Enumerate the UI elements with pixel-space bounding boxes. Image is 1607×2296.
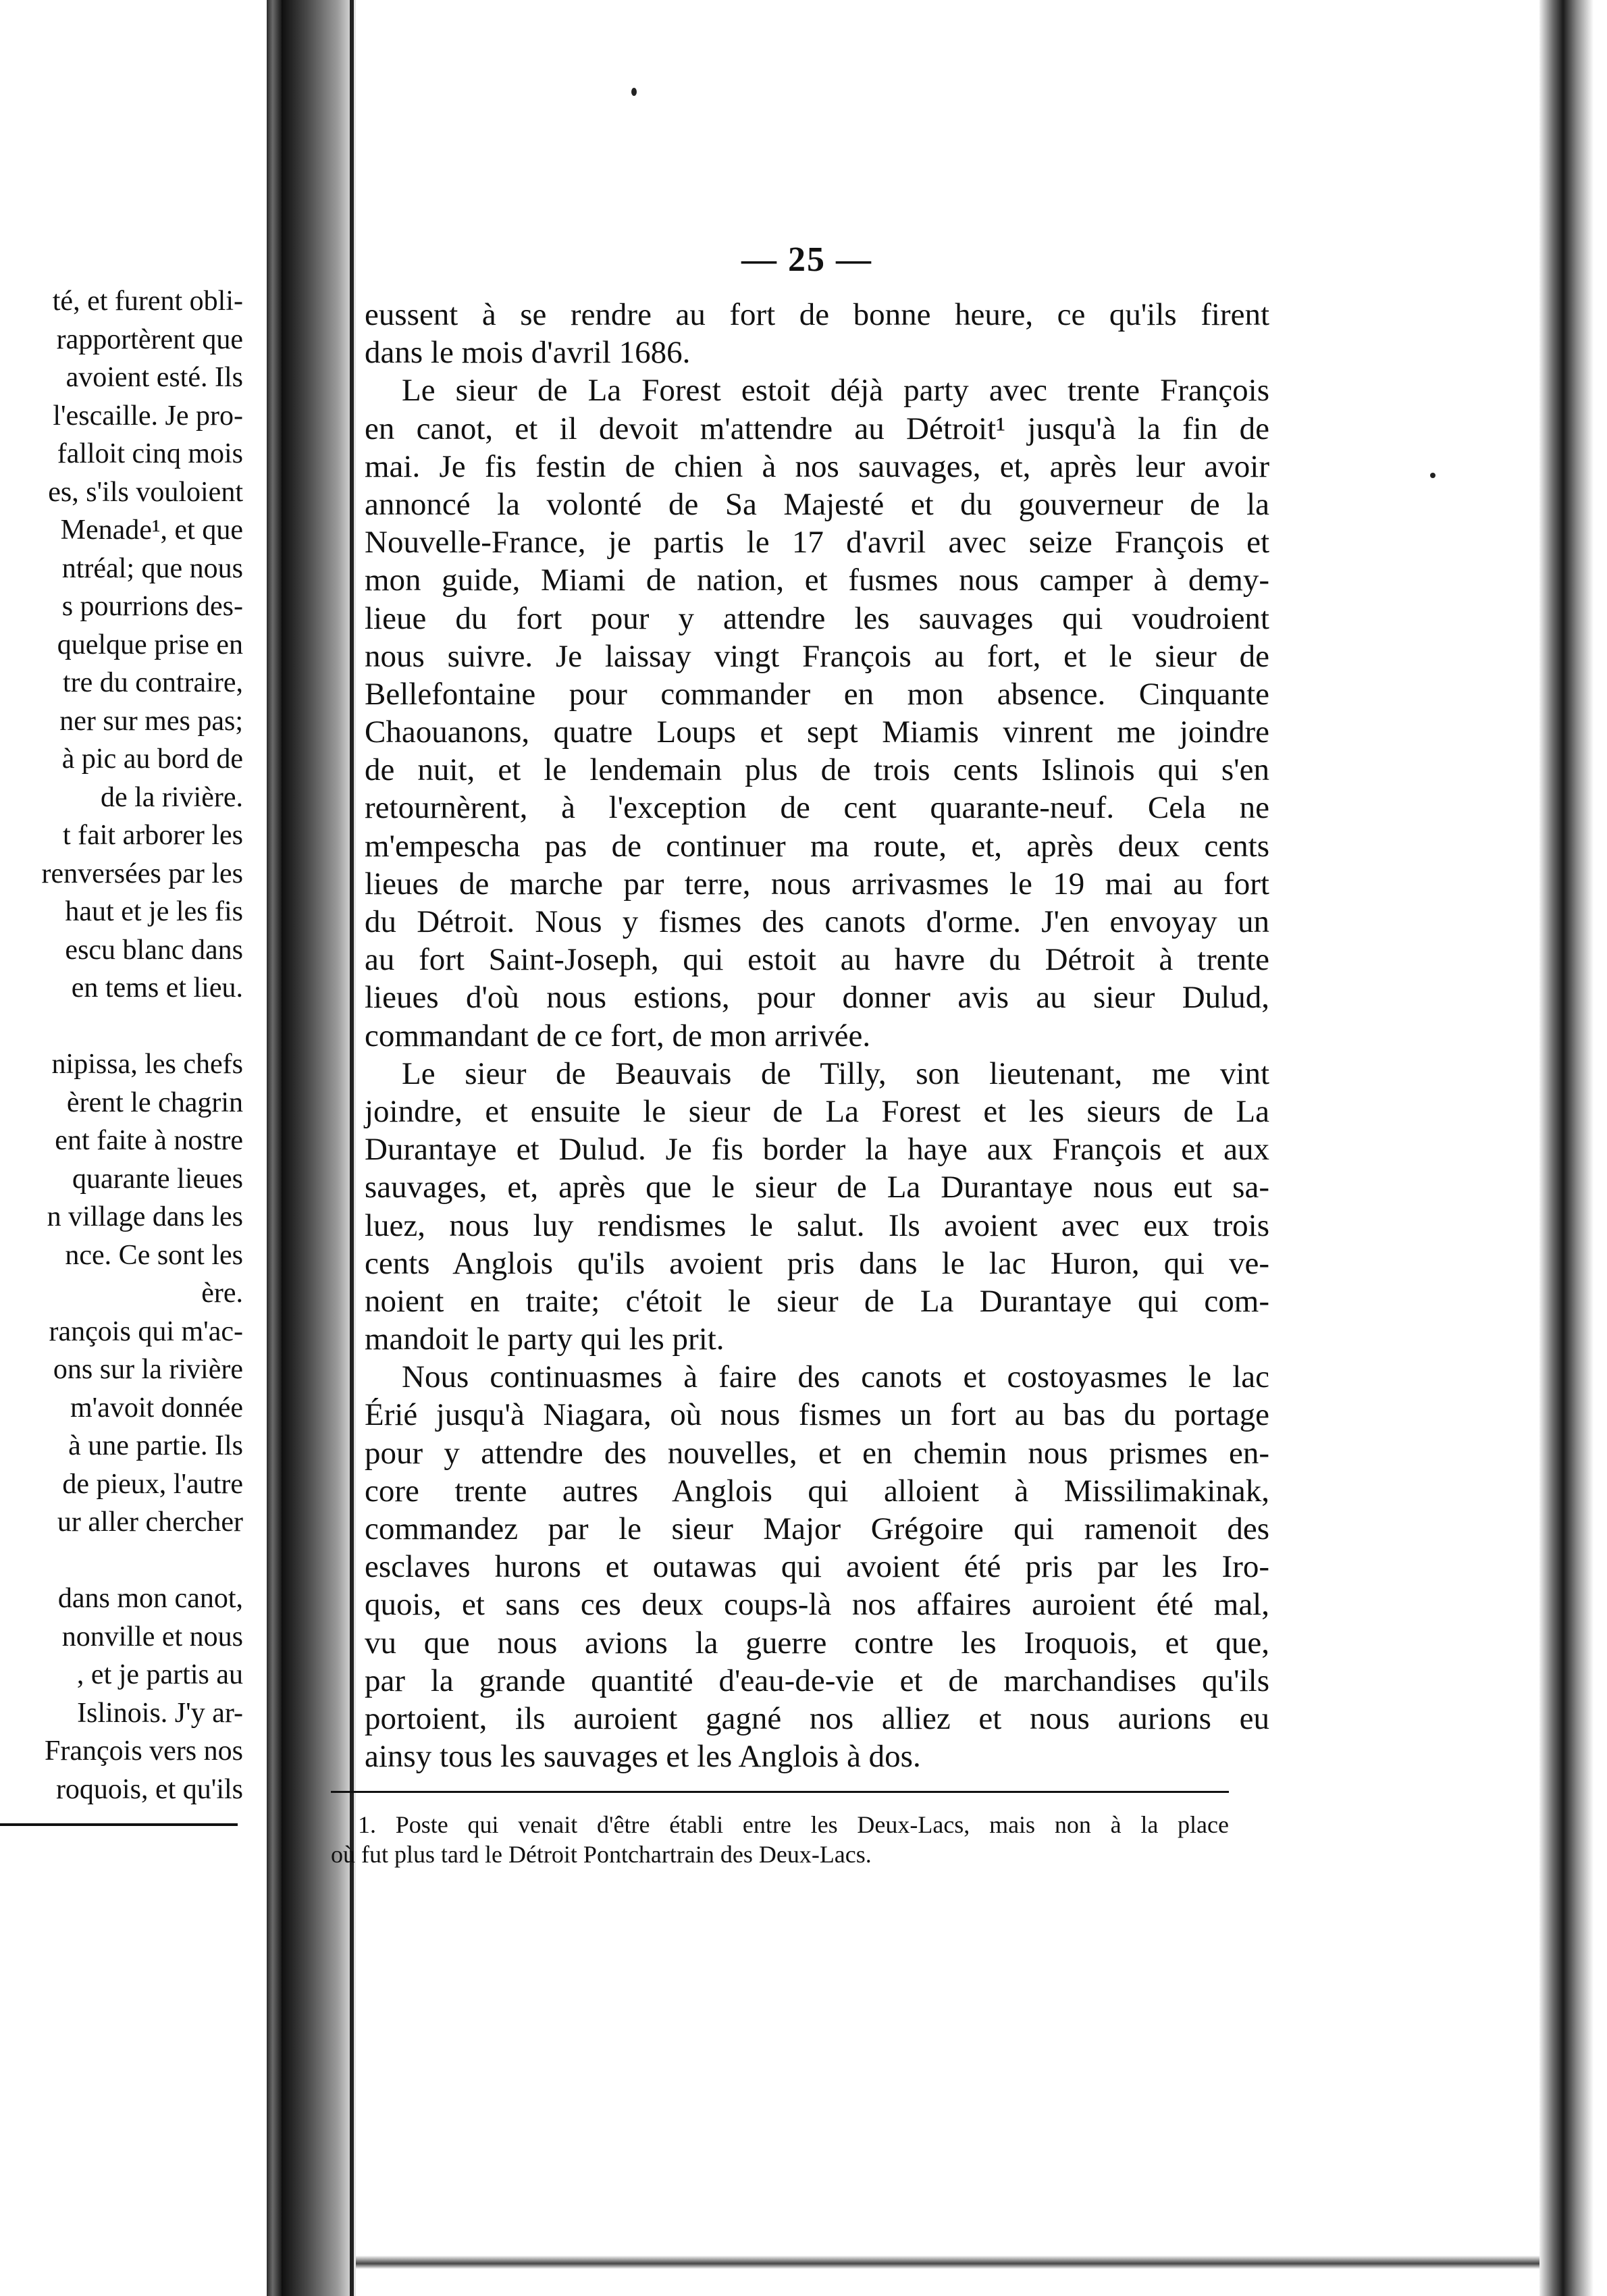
left-page-line: ère.	[201, 1278, 243, 1309]
left-page-line: , et je partis au	[76, 1659, 243, 1690]
body-line: nous suivre. Je laissay vingt François au fort, et le sieur de	[365, 638, 1269, 674]
body-line: Le sieur de Beauvais de Tilly, son lieutenant, me vint	[402, 1055, 1269, 1091]
body-line: Chaouanons, quatre Loups et sept Miamis vinrent me joindre	[365, 714, 1269, 750]
left-page-line: quarante lieues	[72, 1163, 243, 1195]
left-page-line: t fait arborer les	[62, 820, 243, 851]
left-page-line: de pieux, l'autre	[62, 1468, 243, 1500]
left-page-text	[0, 282, 243, 1808]
left-page-line: ur aller chercher	[57, 1507, 243, 1538]
page-number: — 25 —	[741, 240, 872, 279]
body-line: au fort Saint-Joseph, qui estoit au havre du Détroit à trente	[365, 942, 1269, 978]
left-page-line: tre du contraire,	[62, 667, 243, 698]
speck	[631, 88, 637, 96]
left-page-line: haut et je les fis	[65, 896, 243, 927]
speck	[1430, 473, 1435, 478]
left-page	[0, 0, 270, 2296]
body-line: lieue du fort pour y attendre les sauvages qui voudroient	[365, 600, 1269, 636]
left-page-line: à pic au bord de	[61, 743, 243, 775]
left-page-line: ner sur mes pas;	[59, 705, 243, 737]
body-line: ainsy tous les sauvages et les Anglois à dos.	[365, 1739, 921, 1775]
body-line: commandant de ce fort, de mon arrivée.	[365, 1018, 871, 1053]
left-page-line: m'avoit donnée	[70, 1392, 243, 1424]
left-page-line: rapportèrent que	[56, 323, 243, 355]
left-page-line: dans mon canot,	[57, 1583, 243, 1614]
left-page-line: ons sur la rivière	[53, 1354, 243, 1385]
body-line: mai. Je fis festin de chien à nos sauvages, et, après leur avoir	[365, 448, 1269, 484]
left-page-line: renversées par les	[41, 858, 243, 889]
body-line: Bellefontaine pour commander en mon absence. Cinquante	[365, 676, 1269, 712]
left-page-line: Menade¹, et que	[60, 515, 243, 546]
left-page-line: falloit cinq mois	[57, 438, 243, 469]
left-page-line: nonville et nous	[61, 1621, 243, 1652]
left-page-line	[0, 1008, 243, 1046]
body-line: du Détroit. Nous y fismes des canots d'orme. J'en envoyay un	[365, 904, 1269, 939]
body-line: cents Anglois qu'ils avoient pris dans le lac Huron, qui ve-	[365, 1245, 1269, 1281]
body-line: Durantaye et Dulud. Je fis border la haye aux François et aux	[365, 1132, 1269, 1168]
body-line: noient en traite; c'étoit le sieur de La Durantaye qui com-	[365, 1283, 1269, 1319]
body-line: lieues de marche par terre, nous arrivasmes le 19 mai au fort	[365, 866, 1269, 902]
body-line: m'empescha pas de continuer ma route, et, après deux cents	[365, 828, 1269, 864]
left-page-line: nipissa, les chefs	[51, 1049, 243, 1080]
body-line: Érié jusqu'à Niagara, où nous fismes un fort au bas du portage	[365, 1397, 1269, 1433]
left-page-line: l'escaille. Je pro-	[53, 400, 243, 432]
footnote	[331, 1810, 1229, 1869]
body-line: Le sieur de La Forest estoit déjà party avec trente François	[402, 373, 1269, 409]
body-line: pour y attendre des nouvelles, et en chemin nous prismes en-	[365, 1435, 1269, 1471]
footnote-line: 1. Poste qui venait d'être établi entre les Deux-Lacs, mais non à la place	[358, 1811, 1229, 1838]
left-page-line: ent faite à nostre	[55, 1125, 243, 1156]
right-page-edge	[1539, 0, 1607, 2296]
book-gutter	[282, 0, 356, 2296]
body-line: de nuit, et le lendemain plus de trois cents Islinois qui s'en	[365, 752, 1269, 788]
body-line: portoient, ils auroient gagné nos alliez et nous aurions eu	[365, 1700, 1269, 1736]
left-page-line: es, s'ils vouloient	[48, 476, 243, 508]
left-page-line: François vers nos	[45, 1736, 243, 1767]
body-line: mandoit le party qui les prit.	[365, 1322, 725, 1357]
body-line: lieues d'où nous estions, pour donner avis au sieur Dulud,	[365, 980, 1269, 1016]
body-line: dans le mois d'avril 1686.	[365, 335, 691, 371]
left-page-line: ntréal; que nous	[61, 552, 243, 584]
body-line: Nouvelle-France, je partis le 17 d'avril avec seize François et	[365, 525, 1269, 560]
left-page-line: Islinois. J'y ar-	[77, 1697, 243, 1729]
left-page-line: té, et furent obli-	[52, 286, 243, 317]
left-page-line: à une partie. Ils	[68, 1430, 243, 1461]
body-line: core trente autres Anglois qui alloient à Missilimakinak,	[365, 1473, 1269, 1509]
body-line: commandez par le sieur Major Grégoire qui ramenoit des	[365, 1511, 1269, 1546]
body-line: esclaves hurons et outawas qui avoient été pris par les Iro-	[365, 1549, 1269, 1585]
left-page-line: en tems et lieu.	[71, 972, 243, 1003]
body-line: par la grande quantité d'eau-de-vie et de marchandises qu'ils	[365, 1663, 1269, 1698]
left-page-line: escu blanc dans	[65, 934, 243, 966]
body-line: Nous continuasmes à faire des canots et costoyasmes le lac	[402, 1359, 1269, 1395]
body-line: en canot, et il devoit m'attendre au Détroit¹ jusqu'à la fin de	[365, 411, 1269, 446]
left-page-line: roquois, et qu'ils	[55, 1773, 243, 1805]
left-footnote-rule	[0, 1823, 238, 1826]
left-page-line: de la rivière.	[100, 781, 243, 813]
left-page-line	[0, 1542, 243, 1580]
footnote-line: où fut plus tard le Détroit Pontchartrain des Deux-Lacs.	[331, 1841, 872, 1868]
left-page-line: s pourrions des-	[61, 591, 243, 622]
body-line: eussent à se rendre au fort de bonne heure, ce qu'ils firent	[365, 297, 1269, 332]
gutter-line	[350, 0, 354, 2296]
body-line: joindre, et ensuite le sieur de La Forest et les sieurs de La	[365, 1093, 1269, 1129]
left-page-line: rançois qui m'ac-	[49, 1315, 243, 1347]
left-page-line: avoient esté. Ils	[65, 362, 243, 393]
left-page-line: nce. Ce sont les	[65, 1239, 243, 1271]
left-page-line: n village dans les	[47, 1201, 243, 1232]
body-line: luez, nous luy rendismes le salut. Ils avoient avec eux trois	[365, 1207, 1269, 1243]
body-line: annoncé la volonté de Sa Majesté et du gouverneur de la	[365, 486, 1269, 522]
left-page-line: quelque prise en	[57, 629, 243, 660]
body-text	[365, 296, 1269, 1775]
body-line: vu que nous avions la guerre contre les Iroquois, et que,	[365, 1625, 1269, 1661]
bottom-page-edge	[356, 2255, 1539, 2269]
body-line: sauvages, et, après que le sieur de La Durantaye nous eut sa-	[365, 1170, 1269, 1205]
left-page-line: èrent le chagrin	[66, 1087, 243, 1118]
body-line: quois, et sans ces deux coups-là nos affaires auroient été mal,	[365, 1587, 1269, 1623]
left-page-edge	[267, 0, 282, 2296]
body-line: retournèrent, à l'exception de cent quarante-neuf. Cela ne	[365, 790, 1269, 826]
body-line: mon guide, Miami de nation, et fusmes nous camper à demy-	[365, 563, 1269, 598]
footnote-rule	[331, 1791, 1229, 1793]
